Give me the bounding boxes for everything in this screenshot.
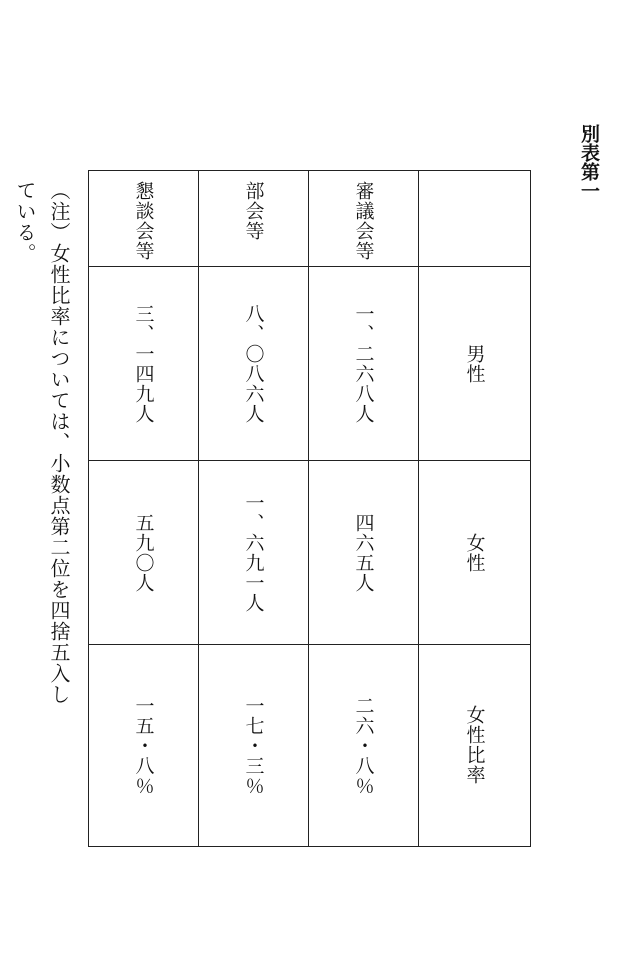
row-header-male: 男性 bbox=[419, 267, 531, 461]
cell-konwakai-male: 三、一四九人 bbox=[89, 267, 199, 461]
cell-shingikai-male: 一、二六八人 bbox=[309, 267, 419, 461]
row-header-female-ratio: 女性比率 bbox=[419, 645, 531, 847]
column-header-shingikai: 審議会等 bbox=[309, 171, 419, 267]
cell-konwakai-female: 五九〇人 bbox=[89, 461, 199, 645]
cell-bukai-female-ratio: 一七・三％ bbox=[199, 645, 309, 847]
column-header-konwakai: 懇談会等 bbox=[89, 171, 199, 267]
corner-cell bbox=[419, 171, 531, 267]
cell-shingikai-female: 四六五人 bbox=[309, 461, 419, 645]
cell-bukai-female: 一、六九一人 bbox=[199, 461, 309, 645]
row-header-female: 女性 bbox=[419, 461, 531, 645]
column-header-bukai: 部会等 bbox=[199, 171, 309, 267]
cell-shingikai-female-ratio: 二六・八％ bbox=[309, 645, 419, 847]
page-heading: 別表第一 bbox=[578, 124, 600, 200]
cell-bukai-male: 八、〇八六人 bbox=[199, 267, 309, 461]
cell-konwakai-female-ratio: 一五・八％ bbox=[89, 645, 199, 847]
footnote: （注）女性比率については、小数点第二位を四捨五入している。 bbox=[13, 180, 71, 705]
statistics-table bbox=[88, 170, 531, 847]
